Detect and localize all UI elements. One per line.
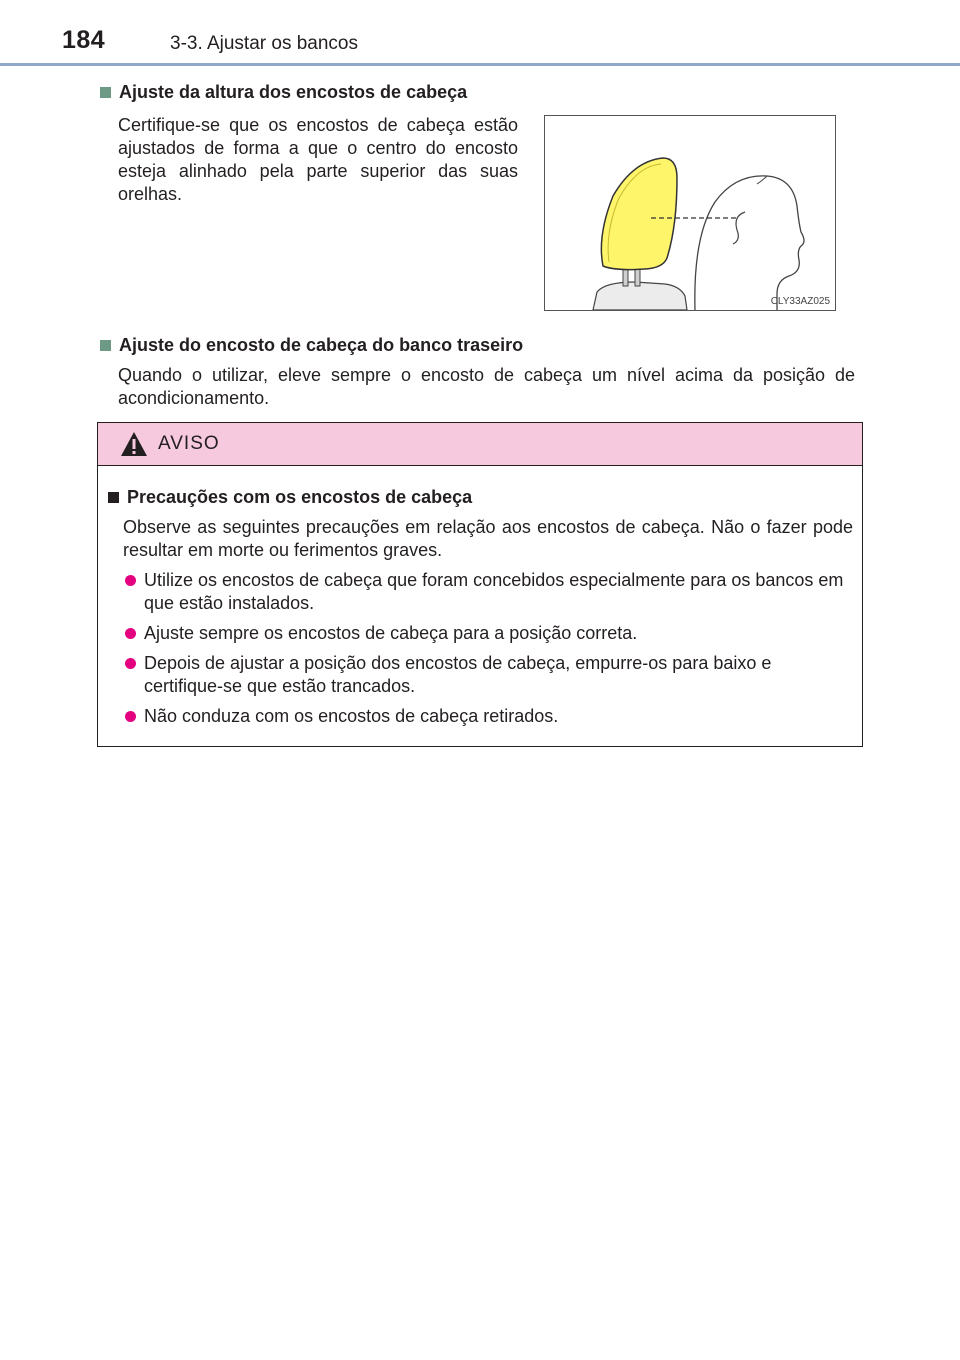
section-title: 3-3. Ajustar os bancos — [170, 33, 358, 54]
heading-square-icon — [108, 492, 119, 503]
heading-square-icon — [100, 87, 111, 98]
bullet-dot-icon — [125, 575, 136, 586]
warning-header — [98, 423, 862, 466]
headrest-height-heading — [100, 82, 467, 103]
warning-triangle-icon — [119, 430, 149, 458]
heading-text: Ajuste do encosto de cabeça do banco traseiro — [119, 335, 524, 355]
warning-bullet — [125, 622, 855, 645]
bullet-text: Utilize os encostos de cabeça que foram concebidos especialmente para os bancos em que estão instalados. — [144, 570, 844, 613]
warning-bullet — [125, 652, 855, 698]
warning-heading — [108, 487, 472, 508]
bullet-dot-icon — [125, 711, 136, 722]
rear-headrest-heading — [100, 335, 523, 356]
header-divider — [0, 63, 960, 66]
heading-text: Precauções com os encostos de cabeça — [127, 487, 473, 507]
bullet-text: Ajuste sempre os encostos de cabeça para a posição correta. — [144, 623, 638, 643]
page-header — [0, 0, 960, 68]
heading-square-icon — [100, 340, 111, 351]
bullet-text: Depois de ajustar a posição dos encostos de cabeça, empurre-os para baixo e certifique-se que estão trancados. — [144, 653, 772, 696]
heading-text: Ajuste da altura dos encostos de cabeça — [119, 82, 468, 102]
page-number: 184 — [62, 26, 106, 54]
figure-code: CLY33AZ025 — [770, 296, 830, 307]
rear-headrest-paragraph: Quando o utilizar, eleve sempre o encosto de cabeça um nível acima da posição de acondicionamento. — [118, 365, 855, 408]
headrest-diagram — [545, 116, 835, 310]
headrest-height-paragraph: Certifique-se que os encostos de cabeça estão ajustados de forma a que o centro do encosto esteja alinhado pela parte superior das suas orelhas. — [118, 115, 518, 204]
bullet-dot-icon — [125, 658, 136, 669]
warning-bullet — [125, 705, 855, 728]
warning-bullet — [125, 569, 855, 615]
bullet-dot-icon — [125, 628, 136, 639]
warning-title: AVISO — [158, 433, 220, 454]
warning-box — [97, 422, 863, 747]
bullet-text: Não conduza com os encostos de cabeça retirados. — [144, 706, 559, 726]
headrest-illustration — [544, 115, 836, 311]
warning-intro: Observe as seguintes precauções em relação aos encostos de cabeça. Não o fazer pode resultar em morte ou ferimentos graves. — [123, 517, 853, 560]
